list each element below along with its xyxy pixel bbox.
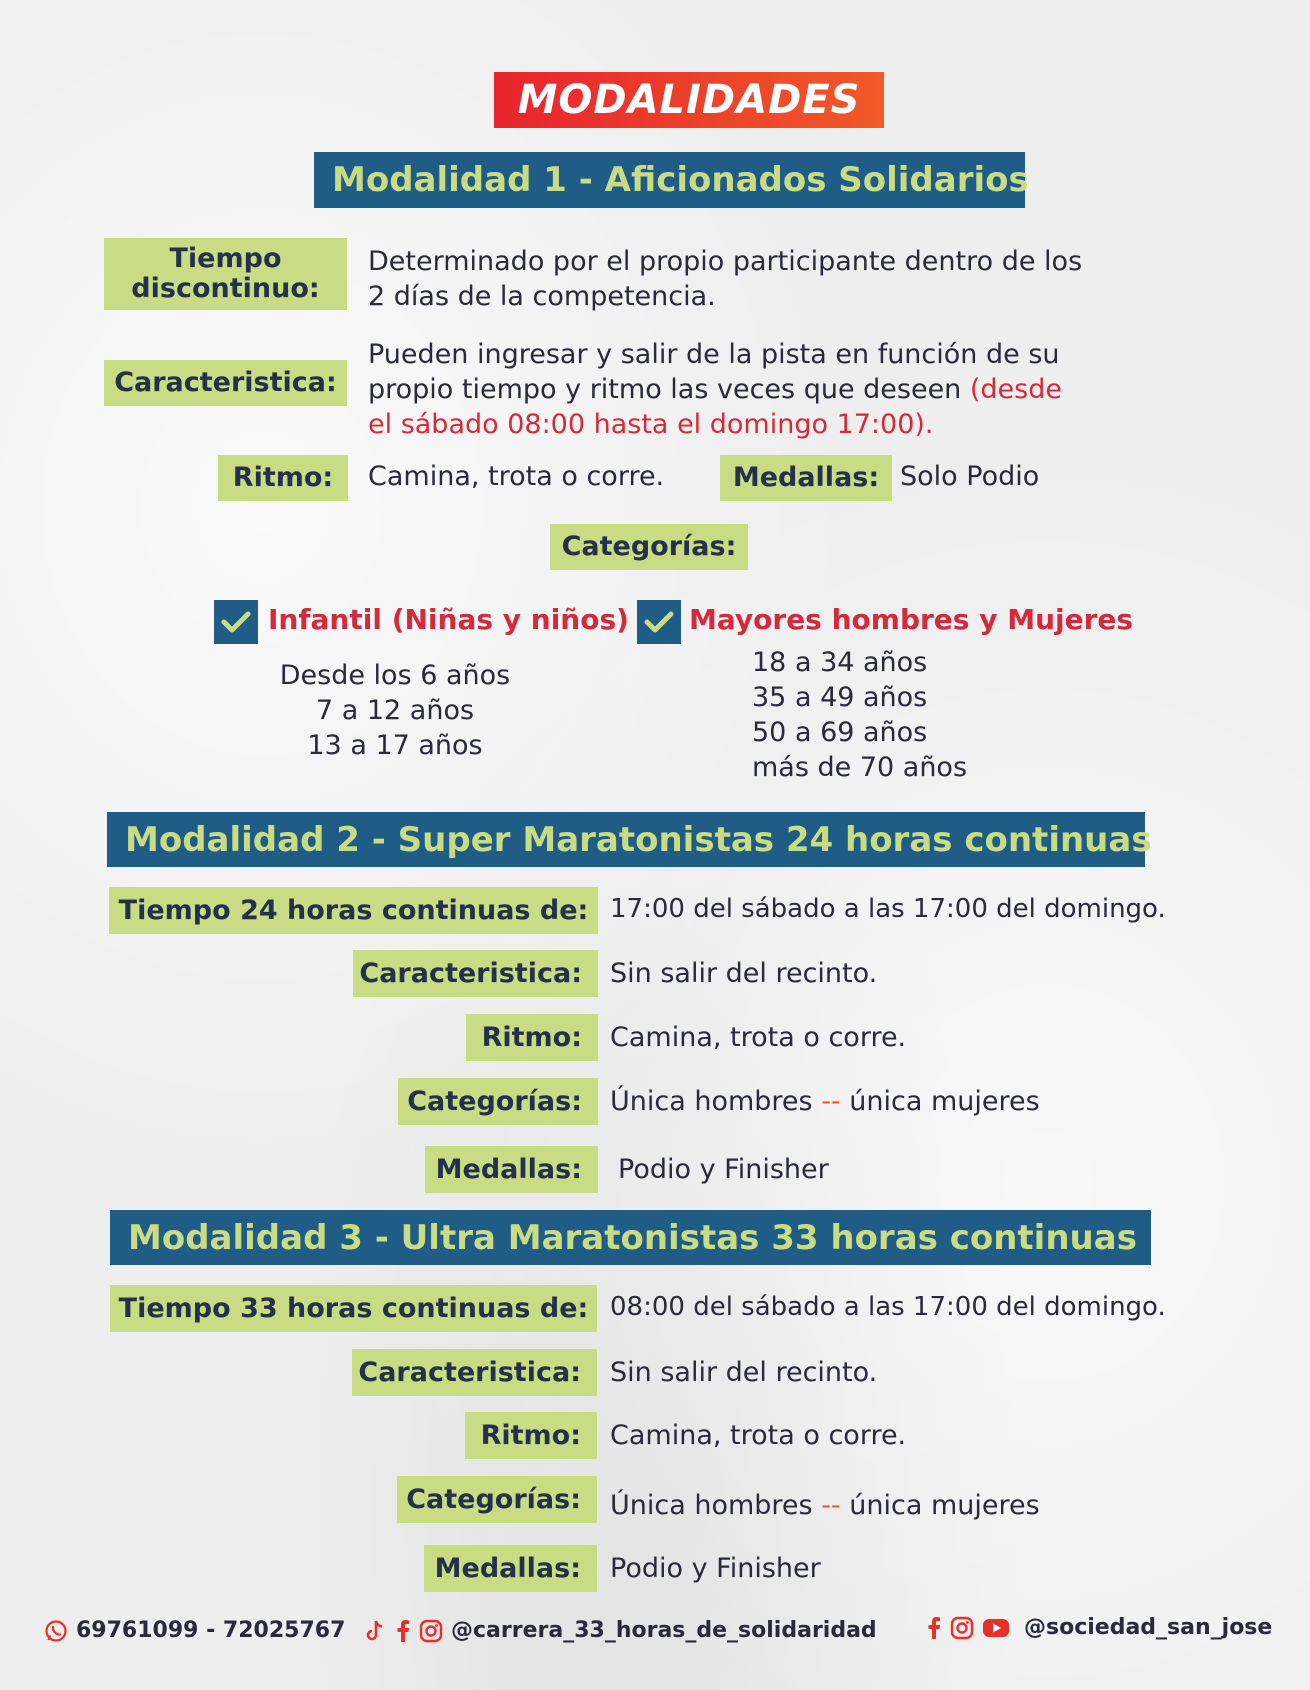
mod1-title: Modalidad 1 - Aficionados Solidarios	[332, 160, 1029, 200]
mod1-ritmo-label: Ritmo:	[218, 455, 348, 501]
mod2-caracteristica-text: Sin salir del recinto.	[610, 958, 878, 989]
list-item: Desde los 6 años	[279, 660, 511, 691]
mod1-caracteristica-text: Pueden ingresar y salir de la pista en función de su propio tiempo y ritmo las veces que deseen (desde el sábado 08:00 hasta el domingo 17:00).	[368, 339, 1062, 441]
mayores-check-icon	[637, 600, 681, 644]
mod2-title-banner	[107, 812, 1152, 867]
infantil-title: Infantil (Niñas y niños)	[268, 603, 629, 636]
mod1-ritmo-text: Camina, trota o corre.	[368, 461, 665, 492]
mod2-categorias-label: Categorías:	[398, 1078, 598, 1125]
footer-handle-carrera	[363, 1618, 877, 1643]
footer-phones	[44, 1618, 345, 1643]
mod2-ritmo-text: Camina, trota o corre.	[610, 1022, 907, 1053]
mod1-medallas-text: Solo Podio	[900, 461, 1040, 492]
youtube-icon	[982, 1616, 1010, 1640]
mod3-ritmo-text: Camina, trota o corre.	[610, 1420, 907, 1451]
instagram-icon	[950, 1616, 974, 1640]
mod3-title: Modalidad 3 - Ultra Maratonistas 33 horas continuas	[128, 1217, 1137, 1258]
mod3-medallas-label: Medallas:	[424, 1545, 597, 1592]
mod3-ritmo-label: Ritmo:	[465, 1412, 597, 1459]
mod2-categorias-text: Única hombres -- única mujeres	[610, 1086, 1040, 1117]
mod2-tiempo-label: Tiempo 24 horas continuas de:	[109, 887, 598, 934]
mod1-medallas-label: Medallas:	[720, 455, 892, 501]
mayores-title: Mayores hombres y Mujeres	[689, 603, 1134, 636]
phone-numbers: 69761099 - 72025767	[76, 1618, 346, 1643]
mod1-tiempo-text: Determinado por el propio participante dentro de los 2 días de la competencia.	[368, 246, 1083, 313]
list-item: 13 a 17 años	[307, 730, 483, 761]
mayores-age-list	[752, 645, 967, 785]
mod1-tiempo-label: Tiempo discontinuo:	[104, 238, 347, 310]
handle-carrera: @carrera_33_horas_de_solidaridad	[451, 1618, 877, 1643]
mod3-title-banner	[110, 1210, 1151, 1265]
facebook-icon	[926, 1616, 942, 1640]
mod3-categorias-label: Categorías:	[397, 1476, 597, 1523]
mod3-tiempo-label: Tiempo 33 horas continuas de:	[110, 1285, 597, 1332]
list-item: 7 a 12 años	[315, 695, 475, 726]
list-item: 50 a 69 años	[752, 717, 928, 748]
modalidades-badge	[494, 72, 884, 128]
infantil-check-icon	[214, 600, 258, 644]
list-item: 35 a 49 años	[752, 682, 928, 713]
instagram-icon	[419, 1619, 443, 1643]
mod3-medallas-text: Podio y Finisher	[610, 1553, 821, 1584]
footer-handle-sociedad	[926, 1615, 1272, 1640]
mod3-tiempo-text: 08:00 del sábado a las 17:00 del domingo.	[610, 1292, 1166, 1322]
mod3-caracteristica-label: Caracteristica:	[352, 1349, 597, 1396]
mod2-medallas-text: Podio y Finisher	[618, 1154, 829, 1185]
mod1-title-banner	[314, 152, 1029, 208]
mod2-ritmo-label: Ritmo:	[466, 1014, 598, 1061]
mod1-caracteristica-label: Caracteristica:	[104, 360, 347, 406]
page-title: MODALIDADES	[517, 77, 861, 123]
mod2-title: Modalidad 2 - Super Maratonistas 24 horas continuas	[125, 819, 1152, 860]
whatsapp-icon	[44, 1619, 68, 1643]
handle-sociedad: @sociedad_san_jose	[1024, 1615, 1273, 1640]
list-item: más de 70 años	[752, 752, 968, 783]
mod2-caracteristica-label: Caracteristica:	[353, 950, 598, 997]
tiktok-icon	[363, 1619, 387, 1643]
mod3-categorias-text: Única hombres -- única mujeres	[610, 1490, 1040, 1521]
facebook-icon	[395, 1619, 411, 1643]
mod1-categorias-label: Categorías:	[550, 524, 748, 570]
infantil-age-list	[230, 658, 560, 763]
mod2-tiempo-text: 17:00 del sábado a las 17:00 del domingo.	[610, 894, 1166, 924]
mod3-caracteristica-text: Sin salir del recinto.	[610, 1357, 878, 1388]
mod2-medallas-label: Medallas:	[425, 1146, 598, 1193]
list-item: 18 a 34 años	[752, 647, 928, 678]
